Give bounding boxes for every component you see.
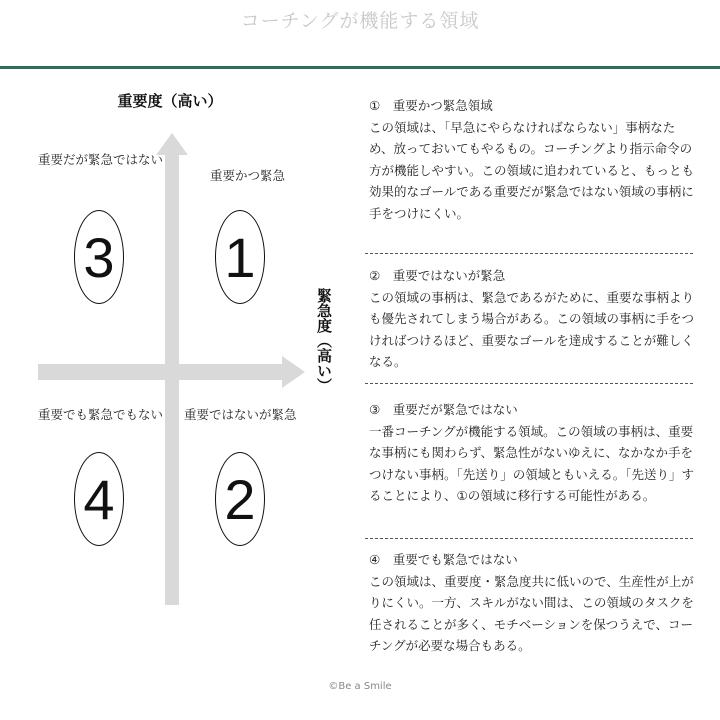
- description-heading: ① 重要かつ緊急領域: [369, 98, 493, 113]
- description-separator: [365, 538, 693, 539]
- quadrant-3-label: 重要だが緊急ではない: [38, 152, 164, 167]
- description-body: この領域は、重要度・緊急度共に低いので、生産性が上がりにくい。一方、スキルがない間は、この領域のタスクを任されることが多く、モチベーションを保つうえで、コーチングが必要な場合もある。: [369, 573, 694, 654]
- description-heading: ④ 重要でも緊急ではない: [369, 552, 518, 567]
- description-heading: ③ 重要だが緊急ではない: [369, 402, 518, 417]
- description-heading: ② 重要ではないが緊急: [369, 268, 506, 283]
- description-body: 一番コーチングが機能する領域。この領域の事柄は、重要な事柄にも関わらず、緊急性がないゆえに、なかなか手をつけない事柄。「先送り」の領域ともいえる。「先送り」することにより、①の領域に移行する可能性がある。: [369, 423, 695, 504]
- quadrant-1-label: 重要かつ緊急: [210, 168, 286, 183]
- description-quadrant-2: [369, 265, 695, 373]
- copyright-credit: ©Be a Smile: [328, 681, 392, 692]
- urgency-axis-label: 緊急度（高い）: [315, 288, 333, 393]
- description-quadrant-1: [369, 95, 695, 225]
- quadrant-4-label: 重要でも緊急でもない: [38, 407, 164, 422]
- quadrant-2-label: 重要ではないが緊急: [184, 407, 297, 422]
- description-quadrant-4: [369, 549, 695, 657]
- description-quadrant-3: [369, 399, 695, 507]
- description-body: この領域の事柄は、緊急であるがために、重要な事柄よりも優先されてしまう場合がある。この領域の事柄に手をつければつけるほど、重要なゴールを達成することが難しくなる。: [369, 289, 695, 370]
- page-title: コーチングが機能する領域: [240, 10, 480, 32]
- importance-axis-label: 重要度（高い）: [117, 92, 223, 110]
- description-separator: [365, 253, 693, 254]
- description-separator: [365, 383, 693, 384]
- quadrant-1-number: 1: [215, 210, 265, 304]
- description-body: この領域は、「早急にやらなければならない」事柄なため、放っておいてもやるもの。コーチングより指示命令の方が機能しやすい。この領域に追われていると、もっとも効果的なゴールである重要だが緊急ではない領域の事柄に手をつけにくい。: [369, 119, 695, 221]
- quadrant-4-number: 4: [74, 452, 124, 546]
- quadrant-2-number: 2: [215, 452, 265, 546]
- quadrant-3-number: 3: [74, 210, 124, 304]
